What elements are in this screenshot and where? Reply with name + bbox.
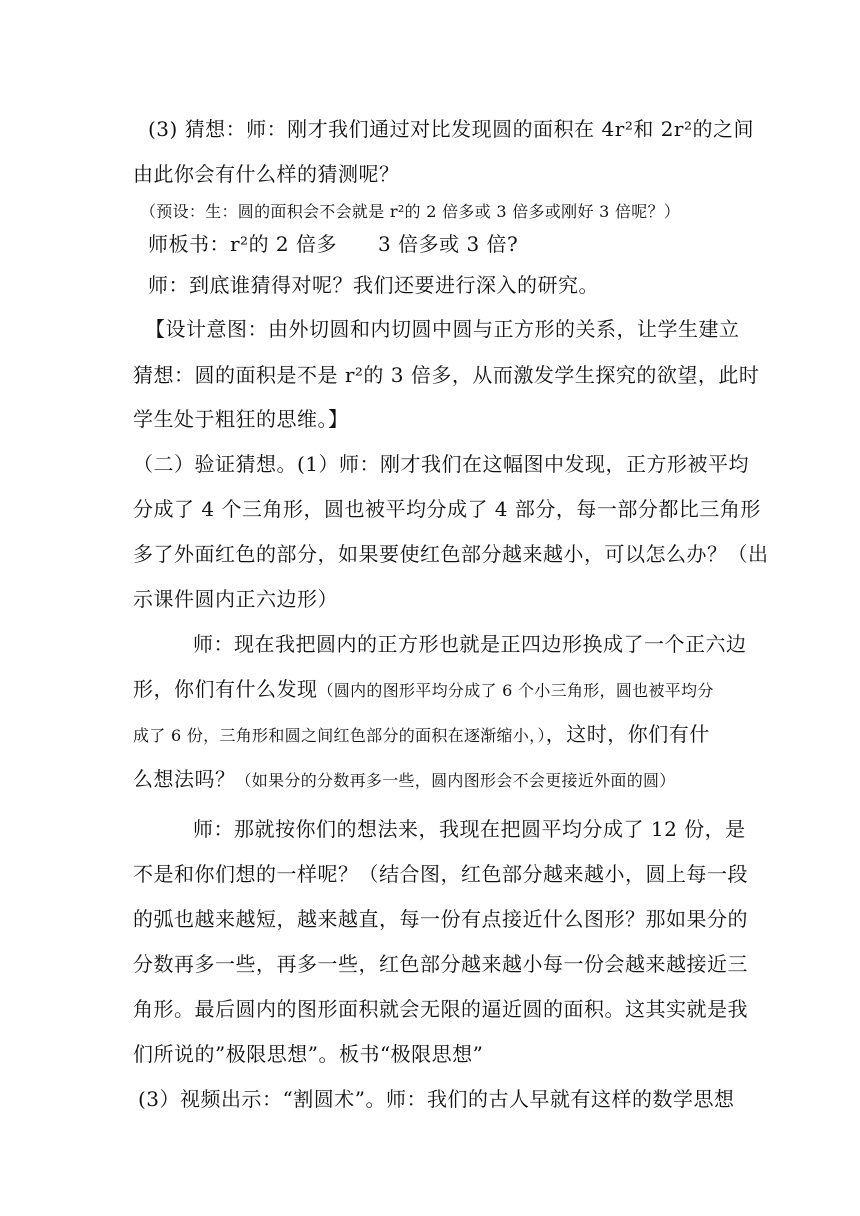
text-line: 多了外面红色的部分，如果要使红色部分越来越小，可以怎么办？（出	[133, 542, 769, 566]
text-line: 示课件圆内正六边形）	[133, 587, 338, 611]
text-line: 学生处于粗狂的思维。】	[133, 407, 349, 431]
text-line-mixed	[133, 767, 676, 793]
text-span: 形，你们有什么发现	[133, 677, 318, 701]
text-line: 角形。最后圆内的图形面积就会无限的逼近圆的面积。这其实就是我	[133, 997, 748, 1021]
text-line-mixed	[133, 677, 714, 703]
text-line: 师：到底谁猜得对呢？我们还要进行深入的研究。	[148, 273, 599, 297]
text-span-note: 成了 6 份，三角形和圆之间红色部分的面积在逐渐缩小，）	[133, 726, 546, 745]
text-line: （二）验证猜想。(1）师：刚才我们在这幅图中发现，正方形被平均	[133, 452, 750, 476]
text-line: 师板书：r²的 2 倍多 3 倍多或 3 倍?	[148, 232, 519, 256]
text-span-note: （圆内的图形平均分成了 6 个小三角形，圆也被平均分	[317, 681, 714, 700]
text-line: 由此你会有什么样的猜测呢？	[133, 162, 400, 186]
text-line: 猜想：圆的面积是不是 r²的 3 倍多，从而激发学生探究的欲望，此时	[133, 363, 760, 387]
text-line: (3）视频出示：“割圆术”。师：我们的古人早就有这样的数学思想	[138, 1087, 735, 1111]
text-line-mixed	[133, 722, 710, 748]
text-line: 师：那就按你们的想法来，我现在把圆平均分成了 12 份，是	[193, 817, 746, 841]
text-line: 【设计意图：由外切圆和内切圆中圆与正方形的关系，让学生建立	[145, 317, 740, 341]
text-line: 们所说的”极限思想”。板书“极限思想”	[133, 1042, 484, 1066]
text-line: 分数再多一些，再多一些，红色部分越来越小每一份会越来越接近三	[133, 952, 748, 976]
text-line: 分成了 4 个三角形，圆也被平均分成了 4 部分，每一部分都比三角形	[133, 497, 761, 521]
text-span: ，这时，你们有什	[545, 722, 710, 746]
text-line: 的弧也越来越短，越来越直，每一份有点接近什么图形？那如果分的	[133, 907, 748, 931]
text-span: 么想法吗？	[133, 767, 236, 791]
text-line: (3) 猜想：师：刚才我们通过对比发现圆的面积在 4r²和 2r²的之间	[148, 117, 755, 141]
text-line: 师：现在我把圆内的正方形也就是正四边形换成了一个正六边	[193, 632, 747, 656]
text-line-note: （预设：生：圆的面积会不会就是 r²的 2 倍多或 3 倍多或刚好 3 倍呢？）	[140, 202, 681, 221]
text-line: 不是和你们想的一样呢？（结合图，红色部分越来越小，圆上每一段	[133, 862, 748, 886]
text-span-note: （如果分的分数再多一些，圆内图形会不会更接近外面的圆）	[235, 771, 676, 790]
